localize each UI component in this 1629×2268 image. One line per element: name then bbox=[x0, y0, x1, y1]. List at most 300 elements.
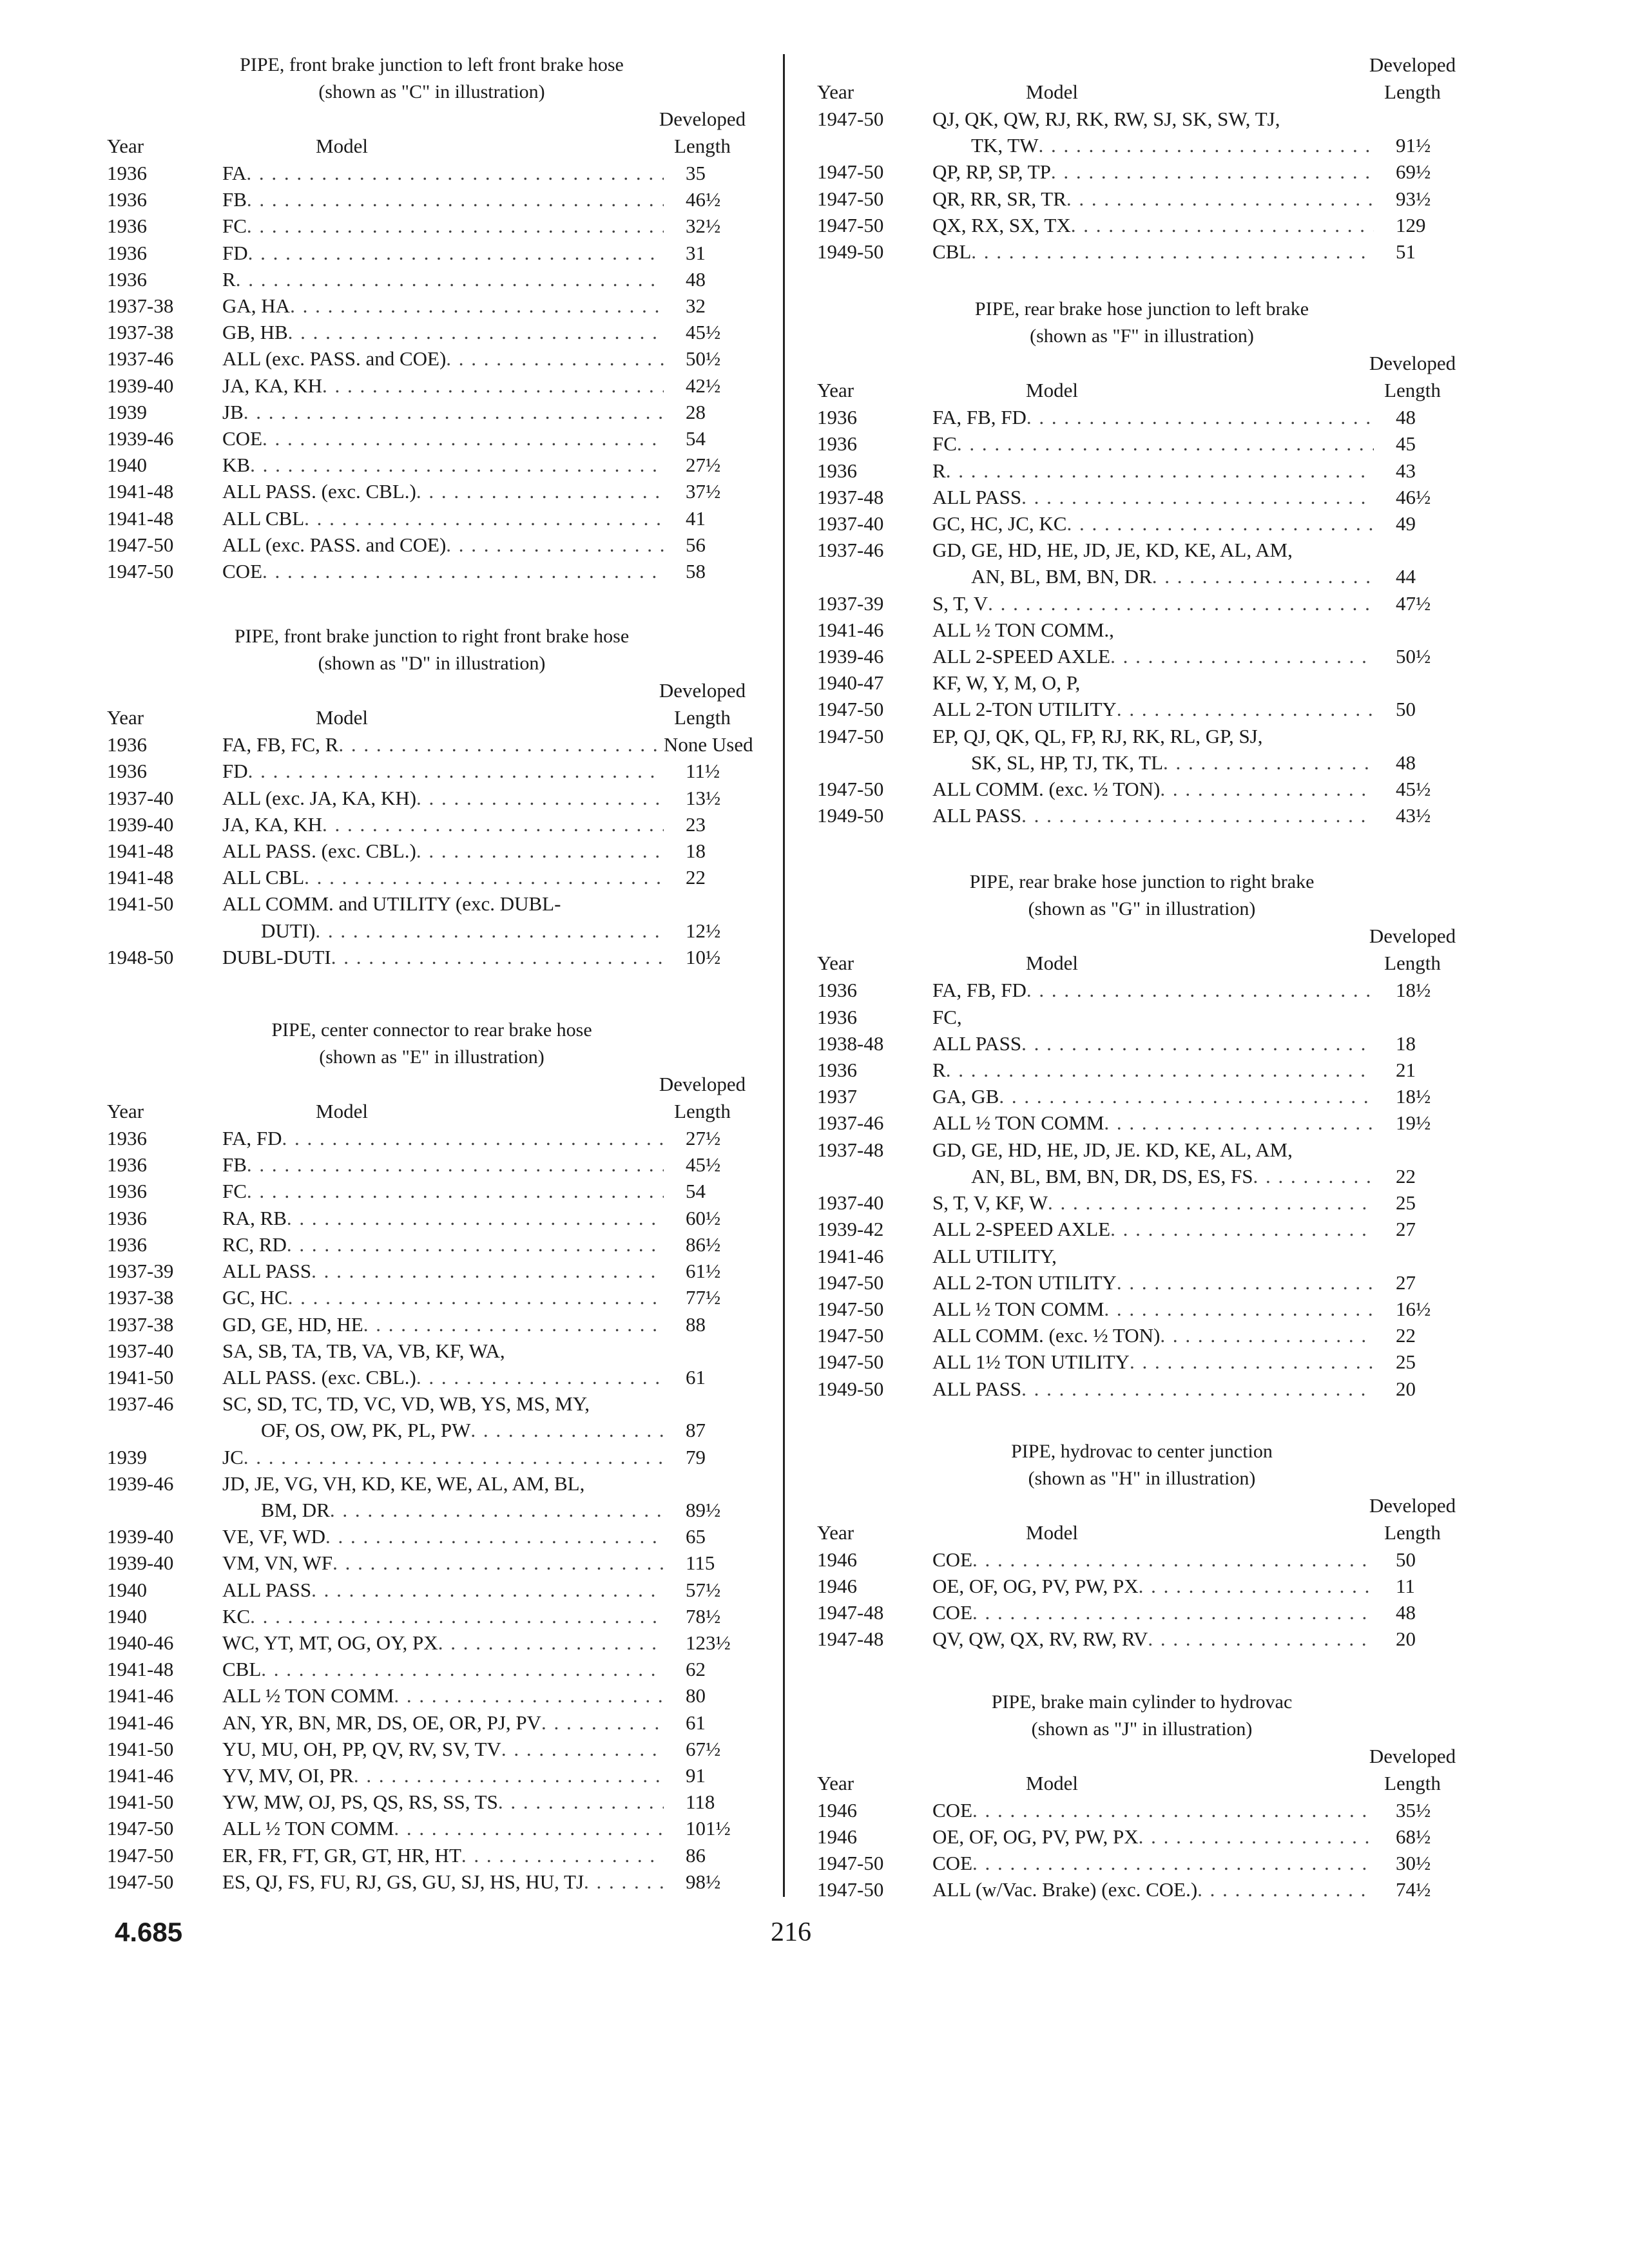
model-cell bbox=[932, 696, 1374, 722]
model-text: WC, YT, MT, OG, OY, PX bbox=[222, 1631, 438, 1654]
table-row bbox=[813, 590, 1470, 617]
dot-leader bbox=[1066, 186, 1374, 212]
length-cell: 43 bbox=[1396, 459, 1416, 482]
year-cell: 1939-46 bbox=[107, 1472, 174, 1495]
model-line bbox=[932, 1349, 1374, 1375]
model-cell bbox=[222, 1284, 664, 1311]
dot-leader bbox=[236, 266, 664, 293]
year-cell: 1947-50 bbox=[817, 160, 884, 184]
dot-leader bbox=[1038, 132, 1374, 159]
year-cell: 1936 bbox=[107, 241, 147, 264]
length-header: Length bbox=[1384, 952, 1441, 975]
model-text: FC bbox=[222, 215, 247, 238]
length-cell: 27 bbox=[1396, 1218, 1416, 1241]
model-line bbox=[932, 1030, 1374, 1057]
model-cell bbox=[932, 1599, 1374, 1626]
model-text: COE bbox=[222, 427, 262, 450]
length-cell: 60½ bbox=[686, 1206, 721, 1229]
model-text: AN, BL, BM, BN, DR bbox=[971, 565, 1152, 588]
dot-leader bbox=[1253, 1163, 1374, 1189]
model-line bbox=[932, 1546, 1374, 1573]
year-cell: 1947-50 bbox=[817, 1350, 884, 1374]
year-cell: 1949-50 bbox=[817, 240, 884, 264]
model-header: Model bbox=[1026, 379, 1078, 402]
table-row bbox=[103, 1682, 760, 1709]
model-text: ALL (exc. PASS. and COE) bbox=[222, 533, 447, 556]
length-cell: 18 bbox=[1396, 1032, 1416, 1055]
model-line bbox=[222, 160, 664, 186]
dot-leader bbox=[416, 838, 664, 864]
model-text: QJ, QK, QW, RJ, RK, RW, SJ, SK, SW, TJ, bbox=[932, 108, 1280, 130]
model-cell bbox=[932, 510, 1374, 537]
model-cell bbox=[932, 186, 1374, 212]
dot-leader bbox=[972, 1546, 1374, 1573]
column-header bbox=[813, 52, 1470, 106]
year-cell: 1940-46 bbox=[107, 1631, 174, 1654]
model-cell bbox=[932, 1137, 1374, 1189]
section-title-line: PIPE, hydrovac to center junction bbox=[1011, 1440, 1273, 1462]
dot-leader bbox=[988, 590, 1374, 617]
model-text: YU, MU, OH, PP, QV, RV, SV, TV bbox=[222, 1737, 501, 1760]
year-header: Year bbox=[817, 952, 854, 975]
table-section bbox=[103, 623, 760, 970]
year-cell: 1947-50 bbox=[817, 698, 884, 721]
dot-leader bbox=[1293, 1137, 1374, 1163]
year-cell: 1949-50 bbox=[817, 1377, 884, 1400]
model-cell bbox=[932, 1057, 1374, 1083]
model-cell bbox=[222, 838, 664, 864]
year-cell: 1947-50 bbox=[817, 1851, 884, 1874]
dot-leader bbox=[1110, 643, 1374, 669]
length-cell: 74½ bbox=[1396, 1878, 1431, 1901]
length-cell: 31 bbox=[686, 241, 706, 264]
year-cell: 1936 bbox=[817, 979, 857, 1002]
table-row bbox=[103, 1258, 760, 1284]
year-cell: 1939 bbox=[107, 1445, 147, 1468]
section-subtitle-line: (shown as "H" in illustration) bbox=[1028, 1467, 1256, 1489]
length-header: Length bbox=[674, 135, 731, 157]
table-row bbox=[103, 1869, 760, 1895]
length-cell: 46½ bbox=[1396, 485, 1431, 508]
length-cell: 35½ bbox=[1396, 1798, 1431, 1821]
model-line bbox=[932, 404, 1374, 430]
model-cell bbox=[932, 776, 1374, 802]
right-column bbox=[813, 52, 1470, 1903]
length-cell: 123½ bbox=[686, 1631, 731, 1654]
length-cell: 93½ bbox=[1396, 187, 1431, 210]
dot-leader bbox=[1021, 1030, 1374, 1057]
column-header bbox=[813, 1743, 1470, 1797]
model-text: RC, RD bbox=[222, 1233, 287, 1256]
dot-leader bbox=[584, 1869, 664, 1895]
table-row bbox=[813, 1083, 1470, 1110]
model-cell bbox=[932, 1546, 1374, 1573]
table-row bbox=[103, 1311, 760, 1338]
year-cell: 1937-40 bbox=[817, 1191, 884, 1215]
table-row bbox=[103, 944, 760, 970]
model-line bbox=[932, 1137, 1374, 1163]
model-text: GD, GE, HD, HE bbox=[222, 1312, 363, 1336]
dot-leader bbox=[416, 478, 664, 505]
model-cell bbox=[932, 1876, 1374, 1903]
model-text: FD bbox=[222, 760, 248, 783]
length-cell: 48 bbox=[686, 267, 706, 291]
table-row bbox=[103, 1284, 760, 1311]
year-cell: 1937-38 bbox=[107, 294, 174, 318]
model-cell bbox=[222, 1869, 664, 1895]
model-header: Model bbox=[1026, 1521, 1078, 1544]
model-text: JB bbox=[222, 400, 244, 423]
left-column bbox=[103, 52, 760, 1895]
table-row bbox=[813, 723, 1470, 776]
table-row bbox=[813, 1876, 1470, 1903]
dot-leader bbox=[1114, 617, 1374, 643]
developed-header: Developed bbox=[659, 1073, 746, 1096]
table-row bbox=[103, 758, 760, 784]
model-line bbox=[222, 838, 664, 864]
table-row bbox=[813, 537, 1470, 590]
year-cell: 1946 bbox=[817, 1548, 857, 1571]
model-cell bbox=[932, 1110, 1374, 1136]
model-text: GD, GE, HD, HE, JD, JE. KD, KE, AL, AM, bbox=[932, 1138, 1293, 1161]
table-row bbox=[813, 1030, 1470, 1057]
model-cell bbox=[222, 758, 664, 784]
year-cell: 1936 bbox=[107, 215, 147, 238]
section-title bbox=[103, 623, 760, 677]
model-cell bbox=[222, 1231, 664, 1258]
table-row bbox=[103, 186, 760, 213]
model-cell bbox=[932, 1269, 1374, 1296]
developed-header: Developed bbox=[659, 679, 746, 702]
model-line bbox=[932, 802, 1374, 829]
year-cell: 1937-46 bbox=[817, 1111, 884, 1135]
model-cell bbox=[932, 238, 1374, 265]
model-text: FA, FB, FD bbox=[932, 979, 1027, 1002]
table-row bbox=[813, 510, 1470, 537]
dot-leader bbox=[322, 811, 664, 838]
dot-leader bbox=[1027, 404, 1374, 430]
model-cell bbox=[222, 1444, 664, 1470]
length-cell: 54 bbox=[686, 1180, 706, 1203]
model-line bbox=[222, 345, 664, 372]
model-cell bbox=[222, 399, 664, 425]
year-cell: 1937-46 bbox=[107, 1392, 174, 1416]
year-cell: 1937-38 bbox=[107, 321, 174, 344]
model-line bbox=[222, 1390, 664, 1417]
dot-leader bbox=[333, 1550, 664, 1576]
table-row bbox=[103, 532, 760, 558]
model-text: CBL bbox=[932, 240, 972, 264]
table-row bbox=[103, 785, 760, 811]
model-text: OE, OF, OG, PV, PW, PX bbox=[932, 1825, 1139, 1848]
model-text: KF, W, Y, M, O, P, bbox=[932, 671, 1081, 695]
table-row bbox=[813, 186, 1470, 212]
length-cell: 61 bbox=[686, 1711, 706, 1734]
dot-leader bbox=[972, 1797, 1374, 1823]
year-cell: 1936 bbox=[817, 406, 857, 429]
section-subtitle-line: (shown as "D" in illustration) bbox=[318, 653, 546, 675]
model-line bbox=[932, 1110, 1374, 1136]
dot-leader bbox=[248, 240, 664, 266]
year-cell: 1936 bbox=[107, 760, 147, 783]
year-header: Year bbox=[107, 1100, 144, 1123]
length-cell: 98½ bbox=[686, 1870, 721, 1893]
model-cell bbox=[932, 106, 1374, 159]
model-line bbox=[222, 1736, 664, 1762]
table-row bbox=[813, 1573, 1470, 1599]
year-cell: 1939-40 bbox=[107, 1552, 174, 1575]
dot-leader bbox=[972, 1599, 1374, 1626]
dot-leader bbox=[946, 457, 1374, 484]
model-cell bbox=[932, 617, 1374, 643]
length-cell: 21 bbox=[1396, 1059, 1416, 1082]
dot-leader bbox=[498, 1789, 664, 1815]
model-text: SA, SB, TA, TB, VA, VB, KF, WA, bbox=[222, 1339, 505, 1362]
length-cell: 22 bbox=[1396, 1324, 1416, 1347]
model-text: FA, FB, FC, R bbox=[222, 733, 339, 756]
table-row bbox=[813, 159, 1470, 185]
year-cell: 1941-46 bbox=[107, 1711, 174, 1734]
model-text: ALL PASS bbox=[932, 804, 1022, 827]
dot-leader bbox=[315, 918, 664, 944]
year-header: Year bbox=[817, 1521, 854, 1544]
length-cell: 86 bbox=[686, 1843, 706, 1867]
model-text: ALL COMM. (exc. ½ TON) bbox=[932, 778, 1161, 801]
year-cell: 1936 bbox=[817, 459, 857, 482]
length-cell bbox=[1374, 1004, 1470, 1030]
model-text: EP, QJ, QK, QL, FP, RJ, RK, RL, GP, SJ, bbox=[932, 724, 1263, 747]
dot-leader bbox=[287, 1205, 664, 1231]
year-cell: 1936 bbox=[107, 733, 147, 756]
length-cell: 89½ bbox=[686, 1498, 721, 1521]
length-cell: 13½ bbox=[686, 786, 721, 809]
model-line bbox=[222, 1815, 664, 1841]
dot-leader bbox=[1197, 1876, 1374, 1903]
length-cell: 16½ bbox=[1396, 1297, 1431, 1320]
year-cell: 1938-48 bbox=[817, 1032, 884, 1055]
model-cell bbox=[222, 1338, 664, 1364]
model-cell bbox=[222, 1550, 664, 1576]
table-section bbox=[103, 52, 760, 584]
year-cell: 1947-50 bbox=[817, 108, 884, 130]
model-text: ER, FR, FT, GR, GT, HR, HT bbox=[222, 1843, 461, 1867]
section-title bbox=[813, 1689, 1470, 1743]
year-cell: 1947-50 bbox=[107, 560, 174, 583]
dot-leader bbox=[247, 1151, 664, 1178]
dot-leader bbox=[962, 1004, 1374, 1030]
length-cell: 44 bbox=[1396, 565, 1416, 588]
model-cell bbox=[222, 1629, 664, 1656]
year-cell: 1947-50 bbox=[107, 533, 174, 556]
length-header: Length bbox=[1384, 379, 1441, 402]
year-cell: 1947-50 bbox=[817, 187, 884, 210]
model-cell bbox=[932, 484, 1374, 510]
dot-leader bbox=[1071, 212, 1374, 238]
dot-leader bbox=[1021, 484, 1374, 510]
table-row bbox=[813, 1137, 1470, 1189]
dot-leader bbox=[461, 1842, 664, 1869]
model-line bbox=[222, 1842, 664, 1869]
model-cell bbox=[222, 1789, 664, 1815]
model-text: GD, GE, HD, HE, JD, JE, KD, KE, AL, AM, bbox=[932, 539, 1293, 562]
model-header: Model bbox=[316, 706, 368, 729]
model-line bbox=[932, 484, 1374, 510]
table-row bbox=[813, 776, 1470, 802]
length-cell: 47½ bbox=[1396, 591, 1431, 615]
dot-leader bbox=[250, 1603, 664, 1629]
length-cell: 32½ bbox=[686, 215, 721, 238]
model-text: FC bbox=[932, 432, 957, 456]
model-text: ALL (exc. PASS. and COE) bbox=[222, 347, 447, 370]
model-cell bbox=[932, 1626, 1374, 1652]
length-cell: 50½ bbox=[1396, 645, 1431, 668]
dot-leader bbox=[1280, 106, 1374, 132]
dot-leader bbox=[338, 731, 664, 758]
model-line bbox=[222, 1338, 664, 1364]
model-line bbox=[932, 1189, 1374, 1216]
model-cell bbox=[222, 1709, 664, 1736]
dot-leader bbox=[1139, 1823, 1374, 1850]
table-row bbox=[103, 293, 760, 319]
year-cell: 1940 bbox=[107, 1578, 147, 1601]
section-title-line: PIPE, rear brake hose junction to right brake bbox=[969, 871, 1315, 893]
model-cell bbox=[932, 643, 1374, 669]
model-line bbox=[932, 696, 1374, 722]
model-cell bbox=[932, 1823, 1374, 1850]
length-cell: 67½ bbox=[686, 1737, 721, 1760]
table-row bbox=[103, 160, 760, 186]
dot-leader bbox=[247, 213, 664, 239]
length-cell: 49 bbox=[1396, 512, 1416, 535]
length-cell: 69½ bbox=[1396, 160, 1431, 184]
length-cell: 10½ bbox=[686, 945, 721, 968]
dot-leader bbox=[1130, 1349, 1374, 1375]
model-cell bbox=[932, 1296, 1374, 1322]
model-line bbox=[932, 977, 1374, 1003]
model-cell bbox=[222, 240, 664, 266]
year-cell: 1937-40 bbox=[107, 1339, 174, 1362]
model-cell bbox=[932, 1030, 1374, 1057]
model-line bbox=[222, 1682, 664, 1709]
length-cell: 37½ bbox=[686, 480, 721, 503]
year-cell: 1946 bbox=[817, 1825, 857, 1848]
model-line bbox=[932, 510, 1374, 537]
model-text: VM, VN, WF bbox=[222, 1552, 333, 1575]
length-cell: 65 bbox=[686, 1525, 706, 1548]
model-line bbox=[222, 1417, 664, 1443]
table-row bbox=[813, 1110, 1470, 1136]
dot-leader bbox=[416, 1364, 664, 1390]
model-line bbox=[932, 1626, 1374, 1652]
length-cell: 48 bbox=[1396, 406, 1416, 429]
model-text: AN, YR, BN, MR, DS, OE, OR, PJ, PV bbox=[222, 1711, 541, 1734]
table-row bbox=[103, 1842, 760, 1869]
model-text: ALL 2-SPEED AXLE bbox=[932, 645, 1111, 668]
model-line bbox=[222, 478, 664, 505]
model-line bbox=[932, 106, 1374, 132]
model-line bbox=[932, 1057, 1374, 1083]
table-row bbox=[103, 1390, 760, 1443]
model-line bbox=[222, 918, 664, 944]
model-cell bbox=[932, 457, 1374, 484]
model-text: FC, bbox=[932, 1005, 962, 1028]
model-line bbox=[222, 1656, 664, 1682]
model-cell bbox=[932, 1376, 1374, 1402]
model-line bbox=[932, 563, 1374, 590]
model-line bbox=[222, 1125, 664, 1151]
dot-leader bbox=[247, 186, 664, 213]
model-line bbox=[932, 1296, 1374, 1322]
length-cell: 88 bbox=[686, 1312, 706, 1336]
table-row bbox=[103, 1629, 760, 1656]
column-header bbox=[813, 923, 1470, 977]
table-row bbox=[813, 1004, 1470, 1030]
table-row bbox=[103, 1444, 760, 1470]
year-cell: 1947-50 bbox=[817, 778, 884, 801]
table-row bbox=[103, 1205, 760, 1231]
year-cell: 1941-50 bbox=[107, 892, 174, 916]
year-cell: 1941-46 bbox=[107, 1684, 174, 1707]
year-cell: 1947-50 bbox=[817, 724, 884, 747]
model-cell bbox=[222, 558, 664, 584]
model-text: JD, JE, VG, VH, KD, KE, WE, AL, AM, BL, bbox=[222, 1472, 585, 1495]
model-text: FA, FB, FD bbox=[932, 406, 1027, 429]
table-row bbox=[813, 1296, 1470, 1322]
model-cell bbox=[932, 590, 1374, 617]
length-cell: 11½ bbox=[686, 760, 720, 783]
year-cell: 1937-39 bbox=[107, 1260, 174, 1283]
model-text: FA, FD bbox=[222, 1127, 282, 1150]
model-text: TK, TW bbox=[971, 134, 1039, 157]
length-header: Length bbox=[1384, 81, 1441, 103]
year-cell: 1936 bbox=[107, 267, 147, 291]
model-text: ALL PASS bbox=[222, 1260, 312, 1283]
model-cell bbox=[222, 1151, 664, 1178]
model-line bbox=[932, 1163, 1374, 1189]
model-text: ALL COMM. and UTILITY (exc. DUBL- bbox=[222, 892, 561, 916]
table-row bbox=[813, 430, 1470, 457]
dot-leader bbox=[590, 1390, 664, 1417]
table-row bbox=[103, 838, 760, 864]
length-cell: 45½ bbox=[686, 321, 721, 344]
year-cell: 1939-42 bbox=[817, 1218, 884, 1241]
model-line bbox=[222, 425, 664, 452]
developed-header: Developed bbox=[659, 108, 746, 130]
length-cell: 57½ bbox=[686, 1578, 721, 1601]
model-line bbox=[222, 1762, 664, 1789]
table-row bbox=[103, 1151, 760, 1178]
year-cell: 1946 bbox=[817, 1574, 857, 1597]
column-header bbox=[103, 1071, 760, 1125]
model-header: Model bbox=[316, 135, 368, 157]
model-cell bbox=[222, 425, 664, 452]
model-text: JA, KA, KH bbox=[222, 374, 322, 397]
model-cell bbox=[222, 811, 664, 838]
model-line bbox=[932, 1599, 1374, 1626]
model-cell bbox=[222, 478, 664, 505]
table-row bbox=[103, 505, 760, 532]
model-cell bbox=[222, 1258, 664, 1284]
length-cell bbox=[1374, 1243, 1470, 1269]
dot-leader bbox=[1148, 1626, 1374, 1652]
year-cell: 1941-46 bbox=[107, 1763, 174, 1787]
model-text: CBL bbox=[222, 1658, 262, 1681]
table-row bbox=[103, 811, 760, 838]
year-cell: 1936 bbox=[817, 432, 857, 456]
model-cell bbox=[222, 1577, 664, 1603]
model-text: FB bbox=[222, 1153, 247, 1177]
year-cell: 1939-46 bbox=[817, 645, 884, 668]
